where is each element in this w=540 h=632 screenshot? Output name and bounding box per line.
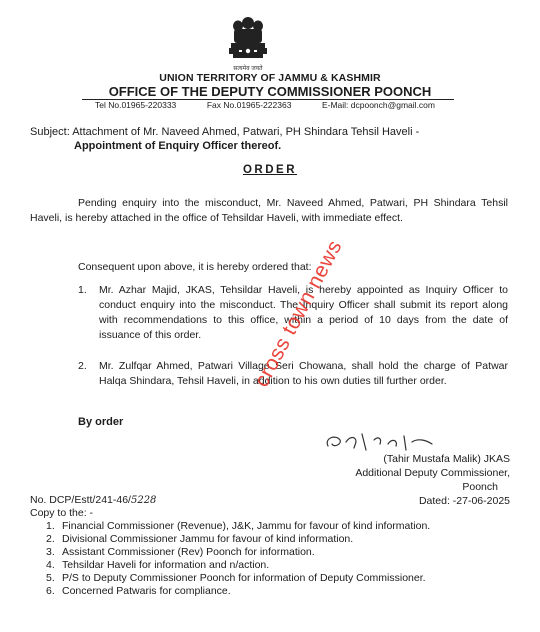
order-title: ORDER (242, 164, 298, 176)
copy-to-list (46, 520, 508, 598)
fax: Fax No.01965-222363 (206, 100, 292, 110)
consequent-line: Consequent upon above, it is hereby ordered that: (78, 261, 312, 273)
signatory-designation: Additional Deputy Commissioner, (355, 467, 510, 479)
union-territory-heading: UNION TERRITORY OF JAMMU & KASHMIR (159, 72, 381, 84)
copy-to-text: Assistant Commissioner (Rev) Poonch for information. (62, 546, 315, 558)
signatory-place: Poonch (462, 481, 498, 493)
copy-to-text: Tehsildar Haveli for information and n/action. (62, 559, 270, 571)
subject-label: Subject: (30, 126, 70, 138)
state-emblem-icon (225, 14, 271, 64)
signatory-name: (Tahir Mustafa Malik) JKAS (383, 453, 510, 465)
copy-to-number: 5. (46, 572, 55, 584)
copy-to-item (46, 533, 508, 546)
order-item-number: 1. (78, 284, 87, 296)
contact-line (95, 100, 435, 110)
copy-to-item (46, 559, 508, 572)
copy-to-item (46, 546, 508, 559)
order-item (78, 359, 508, 389)
telephone: Tel No.01965-220333 (95, 100, 177, 110)
copy-to-number: 2. (46, 533, 55, 545)
order-item-text: Mr. Azhar Majid, JKAS, Tehsildar Haveli, is hereby appointed as Inquiry Officer to conduct enquiry into the misconduct. The Inquiry Officer shall submit its report along with recommendations to this office, within a period of 10 days from the date of issuance of this order. (99, 284, 508, 341)
by-order-label: By order (78, 416, 124, 428)
subject (30, 125, 510, 153)
copy-to-item (46, 572, 508, 585)
copy-to-label: Copy to the: - (30, 507, 94, 519)
copy-to-number: 1. (46, 520, 55, 532)
copy-to-text: P/S to Deputy Commissioner Poonch for information of Deputy Commissioner. (62, 572, 426, 584)
subject-line-1: Attachment of Mr. Naveed Ahmed, Patwari, PH Shindara Tehsil Haveli - (72, 126, 420, 138)
dispatch-number-printed: No. DCP/Estt/241-46/ (30, 494, 131, 506)
body-paragraph: Pending enquiry into the misconduct, Mr. Naveed Ahmed, Patwari, PH Shindara Tehsil Haveli, is hereby attached in the office of Tehsildar Haveli, with immediate effect. (30, 197, 508, 224)
email: E-Mail: dcpoonch@gmail.com (321, 100, 435, 110)
order-item-text: Mr. Zulfqar Ahmed, Patwari Village Seri Chowana, shall hold the charge of Patwar Halqa Shindara, Tehsil Haveli, in addition to his own duties till further order. (99, 360, 508, 387)
order-item-number: 2. (78, 360, 87, 372)
copy-to-text: Financial Commissioner (Revenue), J&K, Jammu for favour of kind information. (62, 520, 431, 532)
copy-to-number: 6. (46, 585, 55, 597)
copy-to-item (46, 520, 508, 533)
copy-to-item (46, 585, 508, 598)
copy-to-text: Concerned Patwaris for compliance. (62, 585, 231, 597)
watermark: cross town news (250, 236, 347, 391)
subject-line-2: Appointment of Enquiry Officer thereof. (74, 140, 282, 152)
copy-to-text: Divisional Commissioner Jammu for favour of kind information. (62, 533, 354, 545)
signatory-block (310, 452, 510, 508)
office-heading: OFFICE OF THE DEPUTY COMMISSIONER POONCH (108, 84, 432, 99)
order-date: Dated: -27-06-2025 (418, 495, 510, 507)
emblem-motto: सत्यमेव जयते (233, 66, 263, 72)
copy-to-number: 3. (46, 546, 55, 558)
handwritten-signature (322, 428, 442, 454)
copy-to-number: 4. (46, 559, 55, 571)
dispatch-number-handwritten: 5228 (130, 495, 157, 506)
dispatch-number (30, 494, 156, 506)
